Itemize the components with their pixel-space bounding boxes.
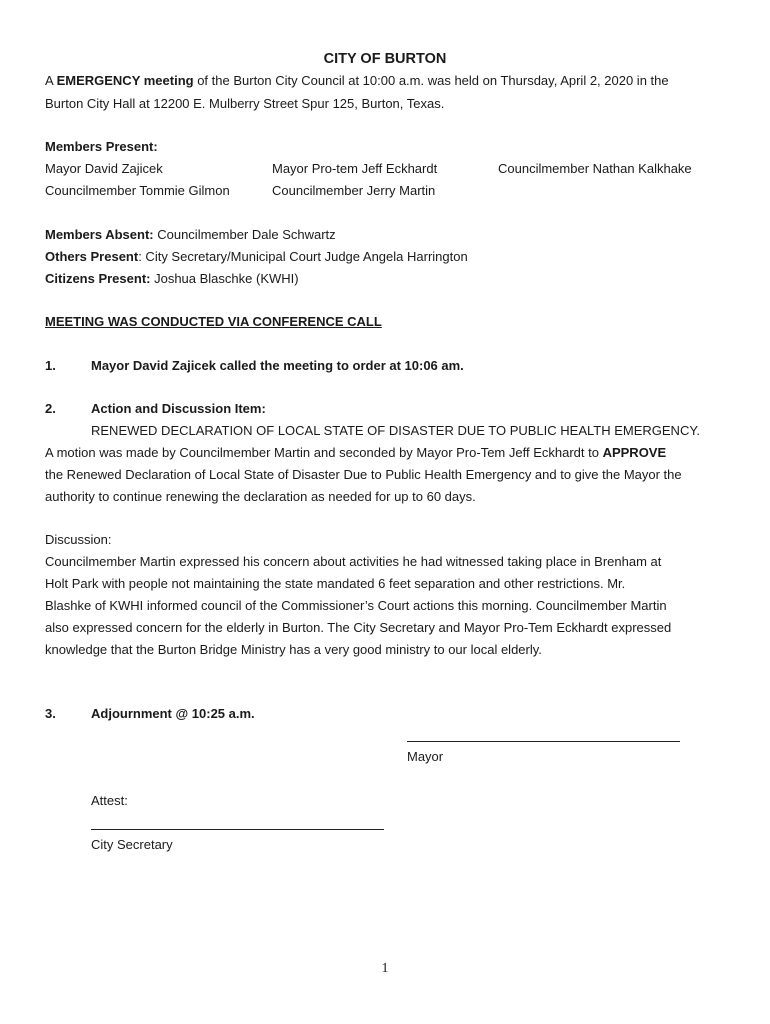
member-name: Mayor David Zajicek [45,161,163,176]
page-number: 1 [381,961,389,976]
discussion-line: Holt Park with people not maintaining the state mandated 6 feet separation and other restrictions. Mr. [45,576,626,591]
item-number: 1. [45,358,56,373]
members-present-heading: Members Present: [45,139,158,154]
citizens-present-label: Citizens Present: [45,271,151,286]
others-present [45,249,468,265]
item-action-discussion: Action and Discussion Item: [91,401,266,416]
discussion-line: Councilmember Martin expressed his concern about activities he had witnessed taking place in Brenham at [45,554,662,569]
motion-line-1 [45,445,666,461]
others-present-value: : City Secretary/Municipal Court Judge Angela Harrington [138,249,468,264]
item-subject: RENEWED DECLARATION OF LOCAL STATE OF DISASTER DUE TO PUBLIC HEALTH EMERGENCY. [91,423,700,438]
mayor-signature-label: Mayor [407,749,444,764]
member-name: Councilmember Jerry Martin [272,183,436,198]
citizens-present [45,271,299,287]
conference-call-note [45,314,382,330]
discussion-line: knowledge that the Burton Bridge Ministry has a very good ministry to our local elderly. [45,642,542,657]
member-name: Councilmember Tommie Gilmon [45,183,230,198]
city-secretary-signature-line [91,829,384,830]
motion-approve: APPROVE [602,445,667,460]
document-title: CITY OF BURTON [323,51,447,67]
members-absent [45,227,336,243]
intro-meeting-type: EMERGENCY meeting [56,73,194,88]
citizens-present-value: Joshua Blaschke (KWHI) [150,271,299,286]
discussion-label: Discussion: [45,532,112,547]
motion-line-2: the Renewed Declaration of Local State of Disaster Due to Public Health Emergency and to give the Mayor the [45,467,682,482]
conference-call-text: MEETING WAS CONDUCTED VIA CONFERENCE CALL [45,314,382,329]
intro-prefix: A [45,73,57,88]
members-absent-label: Members Absent: [45,227,154,242]
city-secretary-label: City Secretary [91,837,173,852]
others-present-label: Others Present [45,249,139,264]
mayor-signature-line [407,741,680,742]
discussion-line: also expressed concern for the elderly in Burton. The City Secretary and Mayor Pro-Tem Eckhardt expressed [45,620,672,635]
item-number: 2. [45,401,56,416]
item-call-to-order: Mayor David Zajicek called the meeting to order at 10:06 am. [91,358,464,373]
intro-line-1 [45,73,669,89]
member-name: Mayor Pro-tem Jeff Eckhardt [272,161,438,176]
discussion-line: Blashke of KWHI informed council of the Commissioner’s Court actions this morning. Councilmember Martin [45,598,667,613]
motion-text: A motion was made by Councilmember Martin and seconded by Mayor Pro-Tem Jeff Eckhardt to [45,445,603,460]
item-adjournment: Adjournment @ 10:25 a.m. [91,706,255,721]
motion-line-3: authority to continue renewing the declaration as needed for up to 60 days. [45,489,476,504]
attest-label: Attest: [91,793,128,808]
item-number: 3. [45,706,56,721]
intro-line-2: Burton City Hall at 12200 E. Mulberry Street Spur 125, Burton, Texas. [45,96,445,111]
member-name: Councilmember Nathan Kalkhake [498,161,692,176]
intro-rest: of the Burton City Council at 10:00 a.m. was held on Thursday, April 2, 2020 in the [193,73,669,88]
members-absent-value: Councilmember Dale Schwartz [153,227,336,242]
